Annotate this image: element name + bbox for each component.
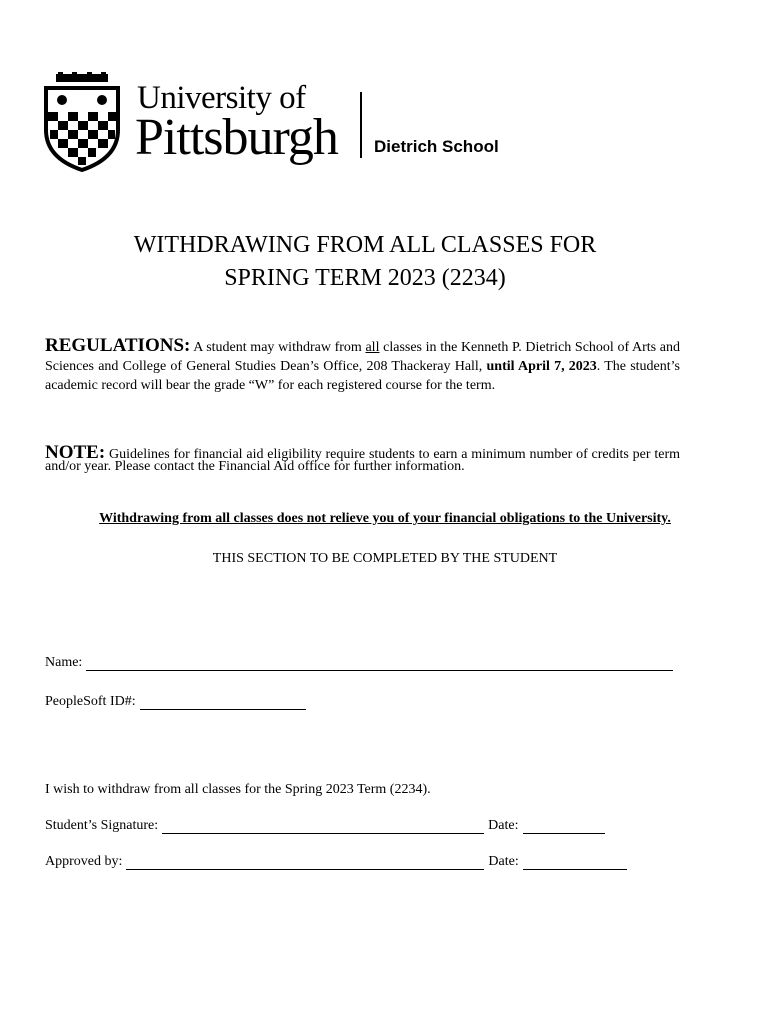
school-name: Dietrich School — [374, 137, 499, 156]
peoplesoft-id-label: PeopleSoft ID#: — [45, 694, 136, 709]
approved-label: Approved by: — [45, 854, 123, 869]
section-title: THIS SECTION TO BE COMPLETED BY THE STUDENT — [212, 551, 558, 566]
university-logo — [42, 72, 512, 172]
name-label: Name: — [45, 655, 83, 670]
logo-divider — [360, 92, 362, 158]
name-field-row — [45, 655, 673, 671]
document-title-line1: WITHDRAWING FROM ALL CLASSES FOR — [133, 232, 597, 258]
note-paragraph — [45, 442, 680, 474]
note-text: Guidelines for financial aid eligibility require students to earn a minimum number of credits per term and/or year. Please contact the Financial Aid office for further information. — [45, 447, 680, 474]
signature-date-input-line[interactable] — [523, 819, 605, 834]
university-shield-icon — [42, 72, 122, 172]
note-heading: NOTE: — [45, 442, 106, 463]
regulations-emphasis: all — [365, 340, 380, 355]
regulations-heading: REGULATIONS: — [45, 335, 191, 356]
regulations-text2: classes in the Kenneth P. Dietrich School of Arts and Sciences and College of General Studies Dean’s Office, 208 Thackeray Hall, — [45, 340, 680, 374]
logo-line2: Pittsburgh — [135, 109, 338, 166]
peoplesoft-id-input-line[interactable] — [140, 695, 306, 710]
signature-label: Student’s Signature: — [45, 818, 159, 833]
approved-date-input-line[interactable] — [523, 855, 627, 870]
withdraw-statement: I wish to withdraw from all classes for the Spring 2023 Term (2234). — [45, 782, 431, 797]
regulations-text3: . The student’s academic record will bear the grade “W” for each registered course for the term. — [45, 359, 680, 393]
name-input-line[interactable] — [86, 656, 673, 671]
document-title-line2: SPRING TERM 2023 (2234) — [224, 265, 506, 291]
approved-input-line[interactable] — [126, 855, 484, 870]
peoplesoft-id-row — [45, 694, 306, 710]
financial-warning: Withdrawing from all classes does not relieve you of your financial obligations to the University. — [99, 511, 671, 526]
regulations-text1: A student may withdraw from — [190, 340, 366, 355]
signature-date-label: Date: — [488, 818, 519, 833]
regulations-paragraph — [45, 336, 680, 395]
approved-date-label: Date: — [488, 854, 519, 869]
signature-input-line[interactable] — [162, 819, 484, 834]
approved-row — [45, 854, 627, 870]
logo-line1: University of — [137, 80, 306, 116]
regulations-deadline: until April 7, 2023 — [486, 359, 597, 374]
signature-row — [45, 818, 605, 834]
